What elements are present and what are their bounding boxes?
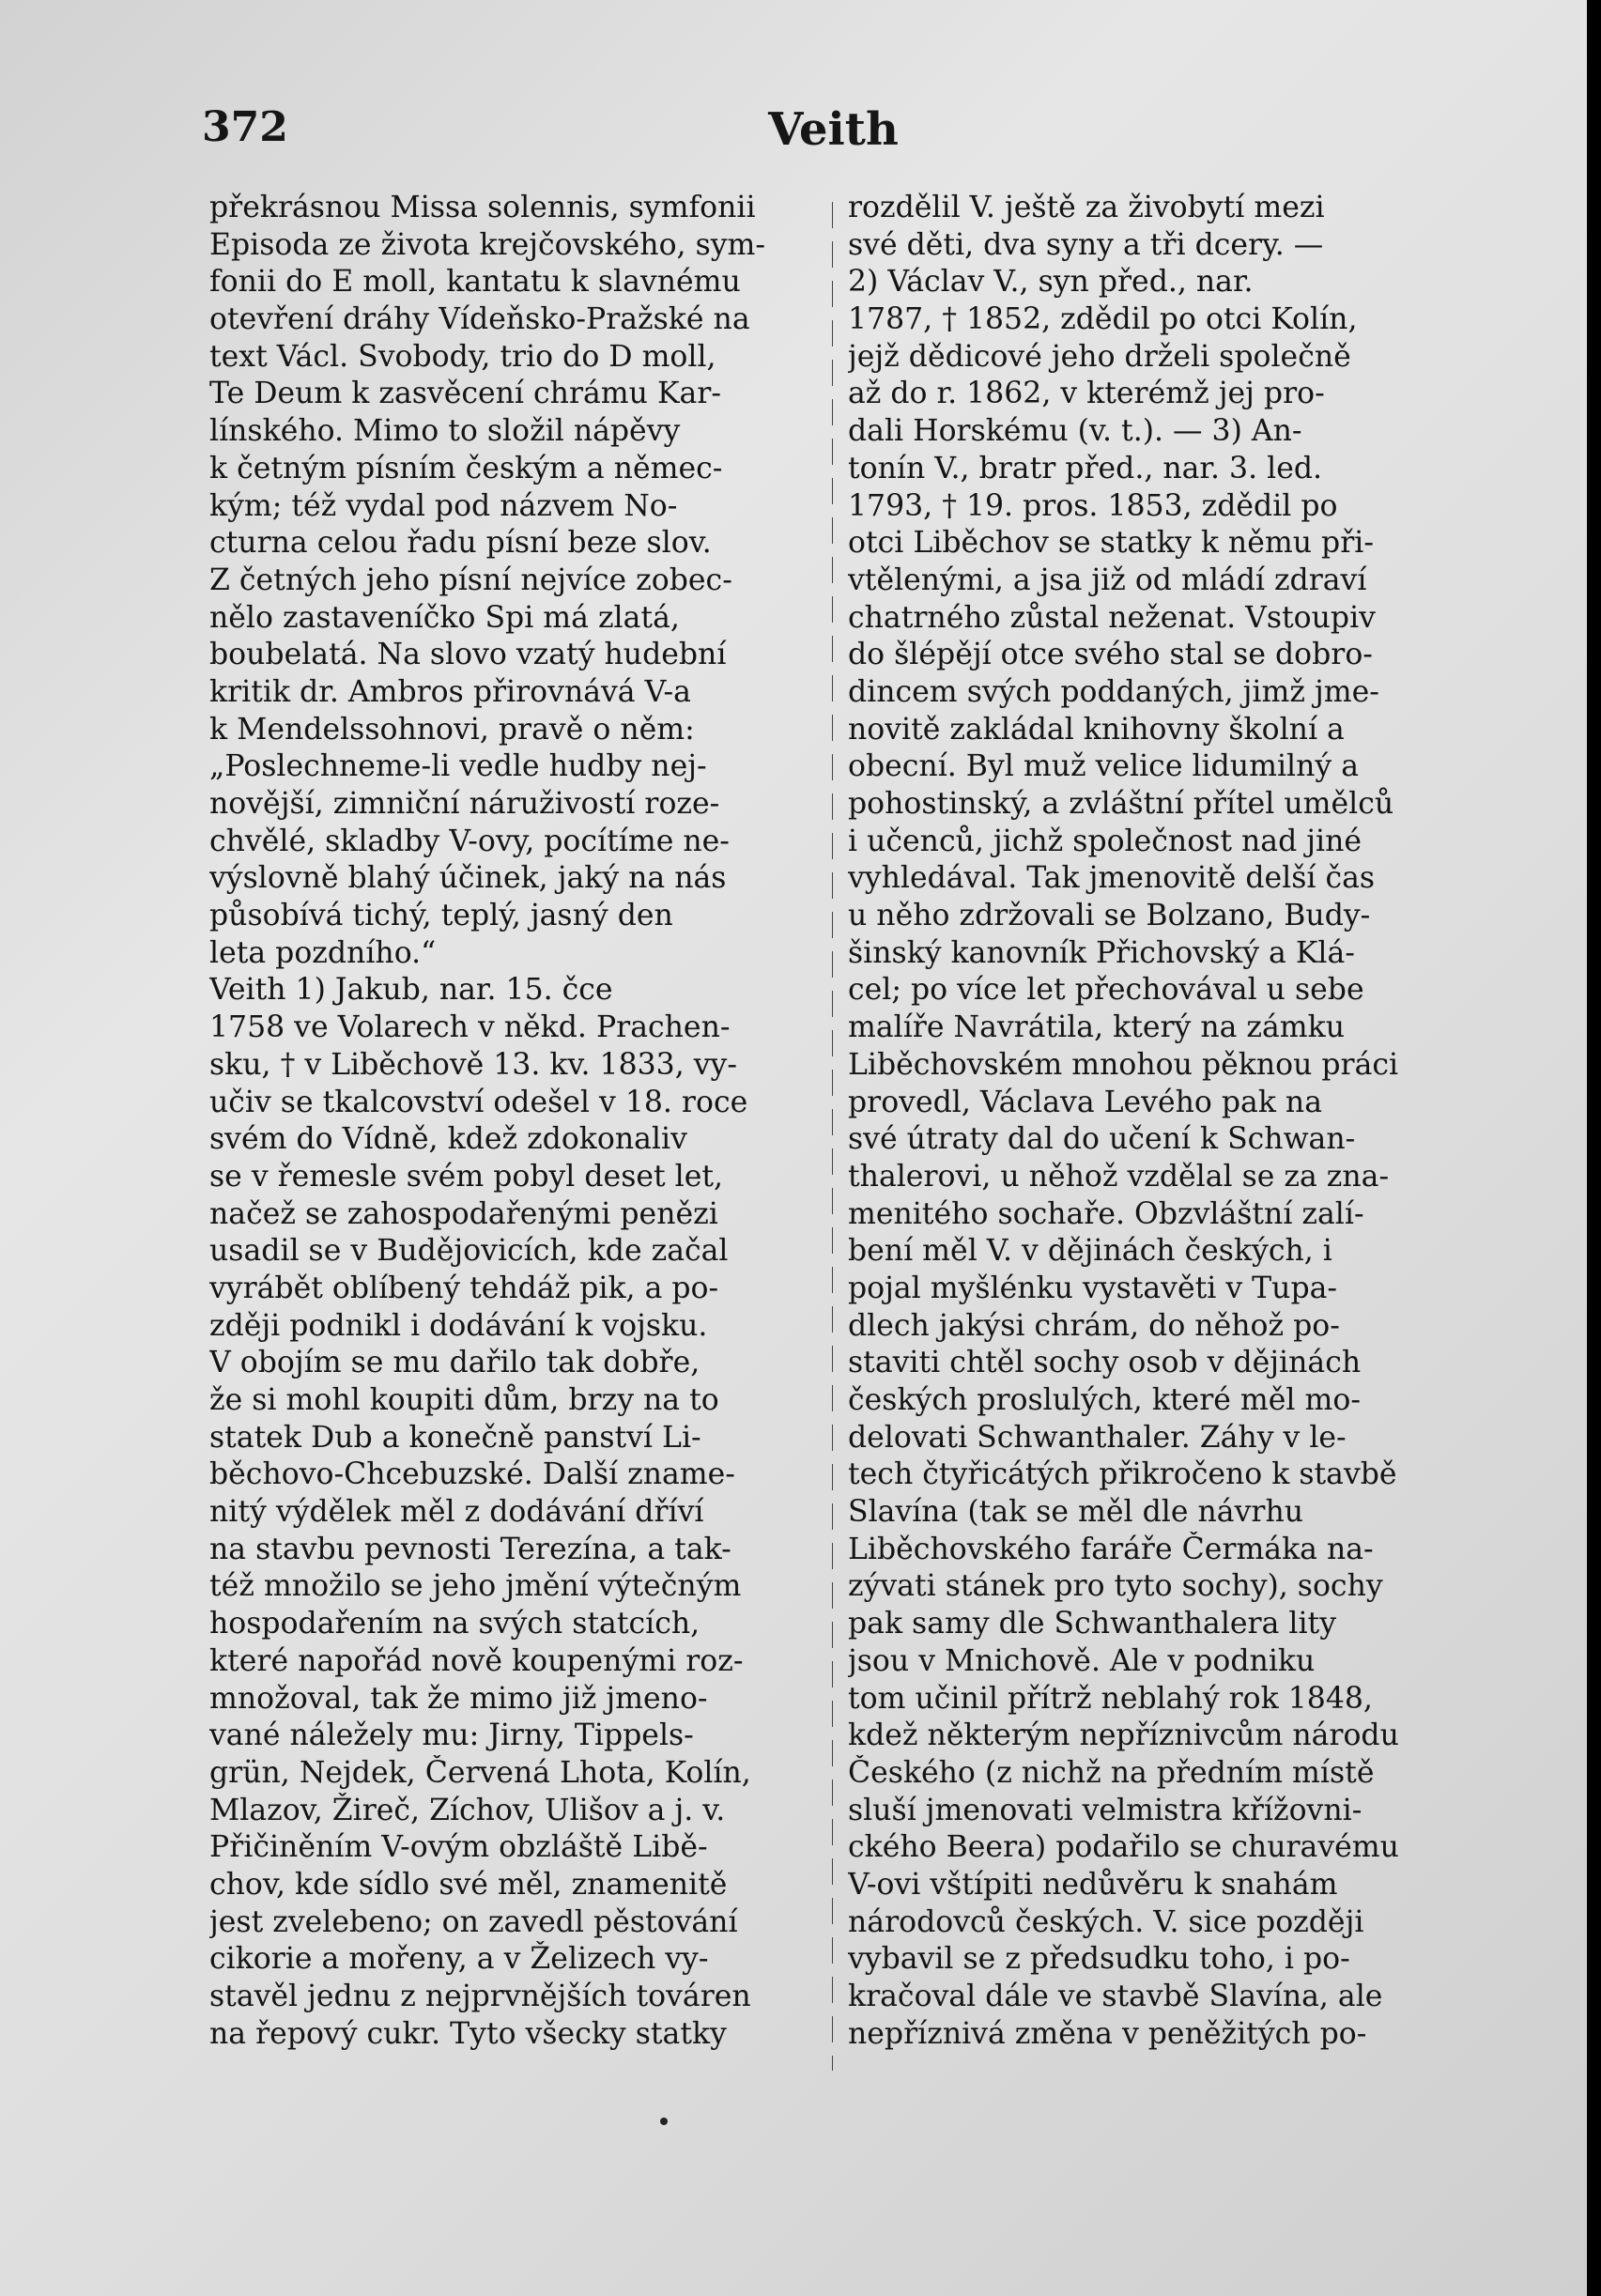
text-line: stavěl jednu z nejprvnějších továren [209,1980,751,2013]
text-line: vtělenými, a jsa již od mládí zdraví [848,562,1367,597]
text-line: chatrného zůstal neženat. Vstoupiv [848,600,1376,635]
text-line: na stavbu pevnosti Terezína, a tak- [209,1532,731,1566]
text-line: V obojím se mu dařilo tak dobře, [209,1346,700,1380]
text-line: boubelatá. Na slovo vzatý hudební [209,638,727,672]
text-line: kritik dr. Ambros přirovnává V-a [209,674,691,709]
left-column [209,190,822,2053]
text-line: delovati Schwanthaler. Záhy v le- [848,1420,1347,1455]
text-line: kračoval dále ve stavbě Slavína, ale [848,1980,1383,2013]
text-line: línského. Mimo to složil nápěvy [209,414,681,449]
text-line: grün, Nejdek, Červená Lhota, Kolín, [209,1755,751,1790]
text-line: Liběchovského faráře Čermáka na- [848,1532,1374,1566]
text-line: Liběchovském mnohou pěknou práci [848,1047,1399,1082]
text-line: 1787, † 1852, zdědil po otci Kolín, [848,302,1358,337]
text-line: novější, zimniční náruživostí roze- [209,787,720,821]
text-line: sku, † v Liběchově 13. kv. 1833, vy- [209,1047,737,1082]
text-line: svém do Vídně, kdež zdokonaliv [209,1122,687,1157]
text-line: tom učinil přítrž neblahý rok 1848, [848,1681,1373,1716]
text-line: že si mohl koupiti dům, brzy na to [209,1383,719,1417]
text-line: pohostinský, a zvláštní přítel umělců [848,787,1394,821]
text-line: zývati stánek pro tyto sochy), sochy [848,1569,1383,1604]
page-number: 372 [202,103,288,151]
text-line: cikorie a mořeny, a v Želizech vy- [209,1942,709,1977]
text-line: 1758 ve Volarech v někd. Prachen- [209,1010,731,1045]
text-line: výslovně blahý účinek, jaký na nás [209,861,727,896]
text-line: které napořád nově koupenými roz- [209,1643,744,1678]
text-line: tonín V., bratr před., nar. 3. led. [848,451,1323,485]
text-line: pak samy dle Schwanthalera lity [848,1607,1336,1641]
text-line: 2) Václav V., syn před., nar. [848,265,1254,300]
text-line: i učenců, jichž společnost nad jiné [848,824,1362,858]
text-line: text Václ. Svobody, trio do D moll, [209,339,716,374]
running-head: Veith [768,103,899,156]
text-line: staviti chtěl sochy osob v dějinách [848,1346,1362,1380]
text-line: chov, kde sídlo své měl, znamenitě [209,1867,728,1902]
text-line: nepříznivá změna v peněžitých po- [848,2016,1367,2051]
text-line: jest zvelebeno; on zavedl pěstování [209,1904,738,1939]
text-line: své útraty dal do učení k Schwan- [848,1122,1356,1157]
text-line: též množilo se jeho jmění výtečným [209,1569,742,1604]
text-line: hospodařením na svých statcích, [209,1607,700,1641]
text-line: kým; též vydal pod názvem No- [209,488,678,523]
text-line: otci Liběchov se statky k němu při- [848,526,1374,561]
right-column [848,190,1460,2053]
text-line: tech čtyřicátých přikročeno k stavbě [848,1457,1397,1492]
text-line: Episoda ze života krejčovského, sym- [209,227,766,262]
text-line: sluší jmenovati velmistra křížovni- [848,1793,1362,1827]
text-line: cturna celou řadu písní beze slov. [209,526,712,561]
text-line: jejž dědicové jeho drželi společně [848,339,1351,374]
text-line: menitého sochaře. Obzvláštní zalí- [848,1196,1364,1231]
text-line: kdež některým nepříznivcům národu [848,1718,1399,1753]
text-line: vyrábět oblíbený tehdáž pik, a po- [209,1271,719,1305]
text-line: jsou v Mnichově. Ale v podniku [848,1643,1316,1678]
text-line: dali Horskému (v. t.). — 3) An- [848,414,1302,449]
text-line: učiv se tkalcovství odešel v 18. roce [209,1085,748,1119]
text-line: leta pozdního.“ [209,935,437,970]
text-line: načež se zahospodařenými penězi [209,1196,718,1231]
column-rule [832,202,833,2071]
text-line: své děti, dva syny a tři dcery. — [848,227,1324,262]
text-line: vyhledával. Tak jmenovitě delší čas [848,861,1376,896]
text-line: obecní. Byl muž velice lidumilný a [848,749,1359,784]
text-line: cel; po více let přechovával u sebe [848,973,1364,1008]
text-line: otevření dráhy Vídeňsko-Pražské na [209,302,750,337]
text-line: k četným písním českým a němec- [209,451,723,485]
text-line: nělo zastaveníčko Spi má zlatá, [209,600,680,635]
text-line: působívá tichý, teplý, jasný den [209,899,673,933]
text-line: rozdělil V. ještě za živobytí mezi [848,191,1325,224]
text-line: Slavína (tak se měl dle návrhu [848,1495,1304,1530]
text-line: malíře Navrátila, který na zámku [848,1010,1346,1045]
text-line: na řepový cukr. Tyto všecky statky [209,2016,727,2051]
page-header [202,103,1465,169]
text-line: V-ovi vštípiti nedůvěru k snahám [848,1867,1338,1902]
text-line: novitě zakládal knihovny školní a [848,712,1345,747]
text-line: pojal myšlénku vystavěti v Tupa- [848,1271,1338,1305]
text-line: fonii do E moll, kantatu k slavnému [209,265,741,300]
text-line: u něho zdržovali se Bolzano, Budy- [848,899,1371,933]
text-line: dincem svých poddaných, jimž jme- [848,674,1379,709]
text-line: chvělé, skladby V-ovy, pocítíme ne- [209,824,730,858]
text-line: thalerovi, u něhož vzdělal se za zna- [848,1159,1390,1194]
text-line: Z četných jeho písní nejvíce zobec- [209,562,732,597]
text-line: českých proslulých, které měl mo- [848,1383,1361,1417]
text-line: Mlazov, Žireč, Zíchov, Ulišov a j. v. [209,1793,726,1827]
text-line: bení měl V. v dějinách českých, i [848,1234,1332,1269]
text-line: Veith 1) Jakub, nar. 15. čce [209,973,613,1008]
text-line: vané náležely mu: Jirny, Tippels- [209,1718,694,1753]
text-line: k Mendelssohnovi, pravě o něm: [209,712,695,747]
text-line: nitý výdělek měl z dodávání dříví [209,1495,704,1530]
text-line: usadil se v Budějovicích, kde začal [209,1234,729,1269]
text-line: národovců českých. V. sice později [848,1904,1364,1939]
text-line: šinský kanovník Přichovský a Klá- [848,935,1355,970]
text-line: překrásnou Missa solennis, symfonii [209,191,756,224]
text-line: provedl, Václava Levého pak na [848,1085,1322,1119]
text-line: množoval, tak že mimo již jmeno- [209,1681,708,1716]
text-line: zději podnikl i dodávání k vojsku. [209,1308,708,1343]
ink-dot [660,2118,668,2125]
page-edge [1587,0,1601,2296]
text-line: Přičiněním V-ovým obzláště Libě- [209,1830,708,1865]
text-line: do šlépějí otce svého stal se dobro- [848,638,1373,672]
text-line: Te Deum k zasvěcení chrámu Kar- [209,377,721,411]
text-line: běchovo-Chcebuzské. Další zname- [209,1457,735,1492]
text-line: se v řemesle svém pobyl deset let, [209,1159,724,1194]
text-line: „Poslechneme-li vedle hudby nej- [209,749,707,784]
text-line: 1793, † 19. pros. 1853, zdědil po [848,488,1338,523]
text-line: ckého Beera) podařilo se churavému [848,1830,1399,1865]
text-line: statek Dub a konečně panství Li- [209,1420,701,1455]
text-line: vybavil se z předsudku toho, i po- [848,1942,1350,1977]
text-line: až do r. 1862, v kterémž jej pro- [848,377,1325,411]
text-line: Českého (z nichž na předním místě [848,1755,1375,1790]
text-line: dlech jakýsi chrám, do něhož po- [848,1308,1340,1343]
